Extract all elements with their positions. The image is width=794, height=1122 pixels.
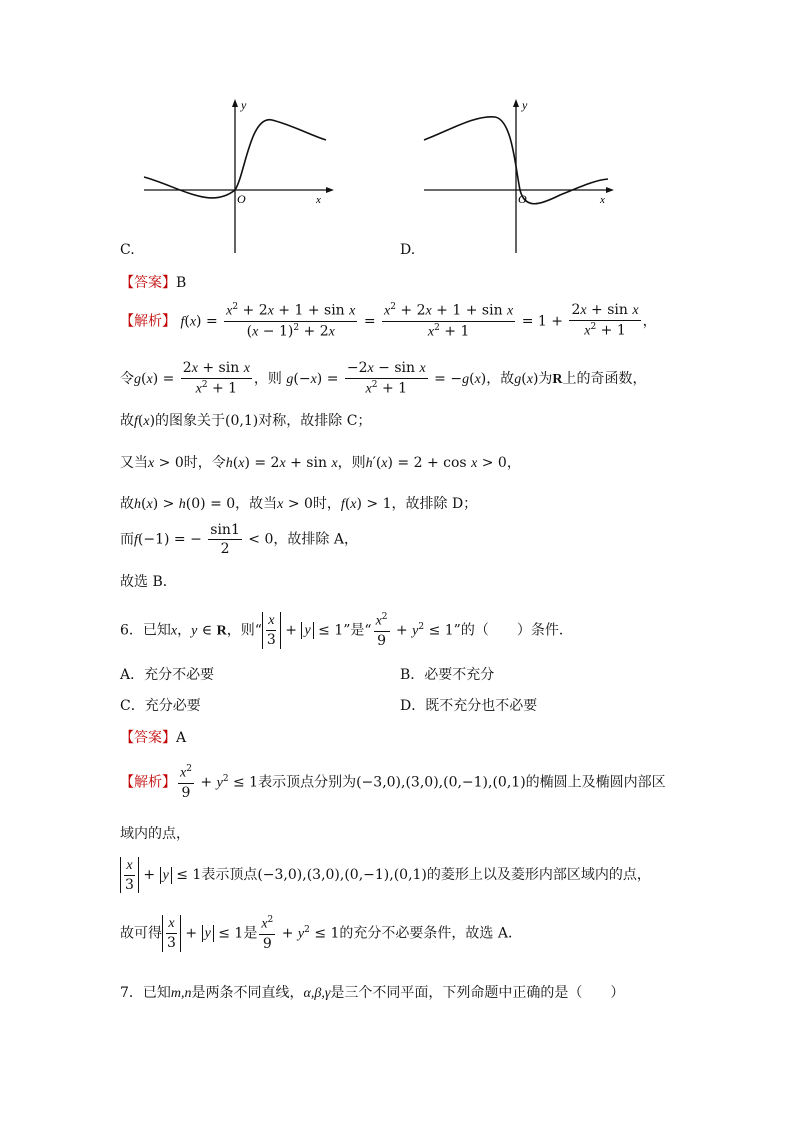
q6-option-c: C．充分必要 — [120, 698, 201, 714]
q6-analysis-line-1: 【解析】 $\frac{x^2}{9}$ + $y^2 \le 1$表示顶点分别为(−3,0),(3,0),(0,−1),(0,1)的椭圆上及椭圆内部区 — [120, 764, 666, 801]
q5-analysis-line-2: 令g(x) = $\frac{\text{2x + sin x}}{x^2 + 1}$ ，则 g(−x) = $\frac{\text{−2x − sin x}}{x^2 + 1}$ = −g(x)，故g(x)为R上的奇函数， — [120, 360, 647, 397]
q5-analysis-line-3: 故f(x)的图象关于(0,1)对称，故排除 C； — [120, 413, 372, 429]
answer-tag: 【答案】 — [120, 275, 176, 291]
q6-option-d: D．既不充分也不必要 — [400, 698, 538, 714]
graph-d — [420, 95, 620, 255]
q6-analysis-line-2: 域内的点， — [120, 826, 190, 842]
q6-analysis-line-4: 故可得 $\frac{x}{3}$ + y ≤ 1是 $\frac{x^2}{9}$ + $y^2 \le 1$的充分不必要条件，故选 A． — [120, 915, 522, 952]
analysis-tag: 【解析】 — [120, 774, 176, 791]
q5-conclusion: 故选 B． — [120, 574, 177, 590]
answer-tag: 【答案】 — [120, 730, 176, 746]
q6-option-a: A．充分不必要 — [120, 667, 215, 683]
option-d-label: D. — [400, 242, 416, 258]
q5-answer — [120, 272, 186, 292]
q6-stem: 6．已知x，y ∈ R，则“ $\frac{x}{3}$ + y ≤ 1”是“ $\frac{x^2}{9}$ + $y^2 \le 1$”的（ ）条件． — [120, 612, 573, 649]
graph-c — [140, 95, 340, 255]
q5-analysis-line-1: 【解析】 f(x) = $\frac{x^2 + 2x + 1 + \sin x}{(x - 1)^2 + 2x}$ = $\frac{x^2 + 2x + 1 + \sin x}{x^2 + 1}$ = 1 + $\frac{\text{2x + sin x}}{x^2 + 1}$ ， — [120, 302, 657, 340]
graph-d-x-label: x — [600, 194, 605, 206]
q5-analysis-line-4: 又当x > 0时，令h(x) = 2x + sin x，则h′(x) = 2 + cos x > 0， — [120, 455, 521, 471]
graph-c-x-label: x — [316, 194, 321, 206]
q6-answer — [120, 727, 186, 747]
analysis-tag: 【解析】 — [120, 313, 176, 330]
graph-d-y-label: y — [522, 98, 528, 112]
q6-option-b: B．必要不充分 — [400, 667, 495, 683]
q5-analysis-line-6: 而f(−1) = − $\frac{\sin 1}{2}$ < 0，故排除 A， — [120, 522, 358, 558]
q7-stem: 7．已知m,n是两条不同直线，α,β,γ是三个不同平面，下列命题中正确的是（ ） — [120, 985, 625, 1001]
q6-analysis-line-3: $\frac{x}{3}$ + y ≤ 1表示顶点(−3,0),(3,0),(0,−1),(0,1)的菱形上以及菱形内部区域内的点， — [120, 857, 651, 893]
q5-analysis-line-5: 故h(x) > h(0) = 0，故当x > 0时，f(x) > 1，故排除 D； — [120, 496, 478, 512]
graph-d-origin: O — [518, 192, 527, 206]
answer-value: A — [176, 730, 187, 746]
graph-c-y-label: y — [241, 98, 247, 112]
graph-c-origin: O — [237, 192, 246, 206]
option-c-label: C. — [120, 242, 135, 258]
answer-value: B — [176, 275, 187, 291]
